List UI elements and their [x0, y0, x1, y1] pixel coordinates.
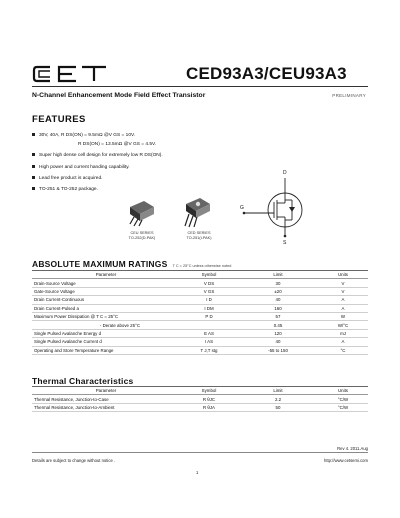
abs-max-table [32, 270, 368, 355]
feature-item: Lead free product is acquired. [32, 176, 102, 181]
mosfet-schematic-icon [240, 170, 320, 244]
revision-text: Rev 4. 2011.Aug [337, 446, 368, 451]
footer-disclaimer: Details are subject to change without notice . [32, 458, 116, 463]
preliminary-badge: PRELIMINARY [332, 93, 366, 98]
bullet-icon [32, 165, 35, 168]
bullet-icon [32, 176, 35, 179]
bullet-icon [32, 133, 35, 136]
column-header: Parameter [32, 271, 180, 279]
abs-max-note: T C = 25°C unless otherwise noted [172, 264, 232, 268]
to251-package-icon [180, 196, 216, 228]
footer-rule [32, 452, 368, 453]
part-number-title: CED93A3/CEU93A3 [186, 64, 347, 83]
drain-pin-label: D [283, 170, 287, 176]
table-row: Gate-Source Voltage V GS ±20 V [32, 287, 368, 295]
feature-item: 30V, 40A, R DS(ON) = 9.5mΩ @V GS = 10V. [32, 133, 135, 138]
bullet-icon [32, 187, 35, 190]
table-header-row [32, 271, 368, 279]
column-header: Symbol [180, 271, 238, 279]
column-header: Units [318, 387, 368, 395]
column-header: Limit [238, 271, 318, 279]
table-row: - Derate above 25°C 0.45 W/°C [32, 321, 368, 329]
cet-logo [32, 64, 108, 84]
feature-item: TO-251 & TO-252 package. [32, 187, 98, 192]
package-caption: CEU SERIES TO-252(D-PAK) [128, 231, 156, 240]
bullet-icon [32, 153, 35, 156]
table-row: Single Pulsed Avalanche Energy d E AS 120 mJ [32, 329, 368, 337]
table-row: Thermal Resistance, Junction-to-Ambient R θJA 50 °C/W [32, 403, 368, 411]
column-header: Units [318, 271, 368, 279]
table-row: Operating and Store Temperature Range T J,T stg -55 to 150 °C [32, 346, 368, 354]
to252-package-icon [124, 197, 158, 227]
column-header: Parameter [32, 387, 180, 395]
table-row: Thermal Resistance, Junction-to-Case R θJC 2.2 °C/W [32, 395, 368, 403]
features-heading: FEATURES [32, 114, 86, 125]
device-subtitle: N-Channel Enhancement Mode Field Effect Transistor [32, 92, 206, 99]
table-row: Maximum Power Dissipation @ T C = 25°C P D 57 W [32, 312, 368, 320]
feature-item: R DS(ON) = 13.5mΩ @V GS = 4.5V. [78, 142, 157, 147]
thermal-table [32, 386, 368, 412]
table-header-row [32, 387, 368, 395]
table-row: Drain Current-Continuous I D 40 A [32, 296, 368, 304]
column-header: Limit [238, 387, 318, 395]
package-caption: CED SERIES TO-251(I-PAK) [186, 231, 212, 240]
table-row: Drain-Source Voltage V DS 30 V [32, 279, 368, 287]
column-header: Symbol [180, 387, 238, 395]
thermal-heading: Thermal Characteristics [32, 376, 134, 386]
footer-url: http://www.cetsemi.com [324, 458, 368, 463]
table-row: Single Pulsed Avalanche Current d I AS 40 A [32, 338, 368, 346]
feature-item: Super high dense cell design for extremely low R DS(ON). [32, 153, 163, 158]
table-row: Drain Current-Pulsed a I DM 160 A [32, 304, 368, 312]
page-number: 1 [196, 470, 199, 475]
abs-max-heading: ABSOLUTE MAXIMUM RATINGS T C = 25°C unless otherwise noted [32, 259, 232, 269]
gate-pin-label: G [240, 205, 244, 211]
feature-item: High power and current handing capability. [32, 165, 130, 170]
source-pin-label: S [283, 240, 287, 246]
header-rule [32, 86, 368, 87]
